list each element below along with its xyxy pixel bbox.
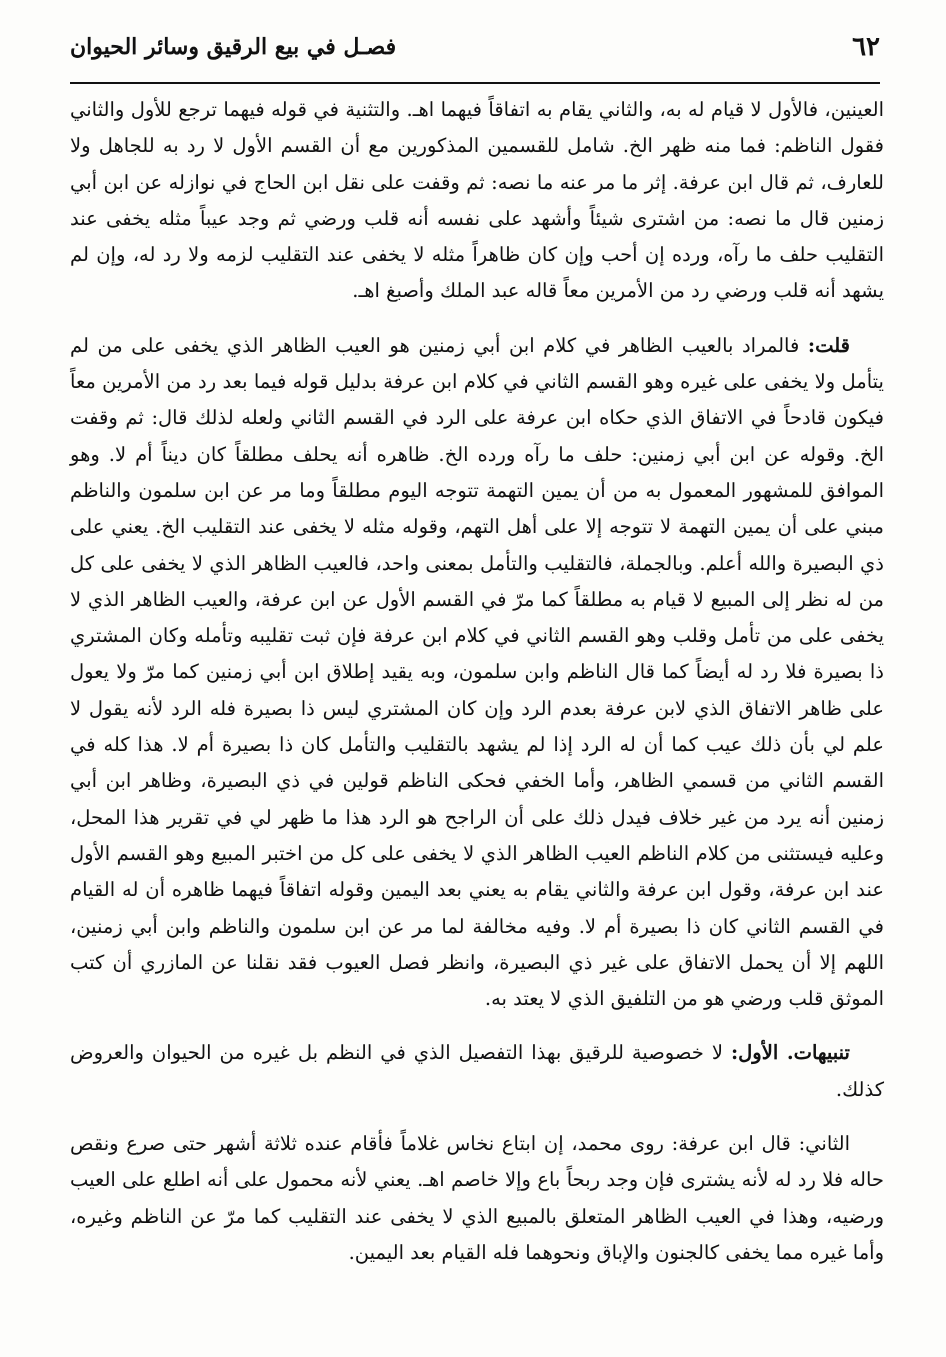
body-text	[70, 92, 884, 1271]
paragraph-2	[70, 328, 884, 1018]
paragraph-3-lead: تنبيهات. الأول:	[730, 1041, 850, 1065]
paragraph-1-text: العينين، فالأول لا قيام له به، والثاني يقام به اتفاقاً فيهما اهـ. والتثنية في قوله فيهما ترجع للأول والثاني فقول الناظم: فما منه ظهر الخ. شامل للقسمين المذكورين مع أن القسم الأول لا رد به للجاهل ولا للعارف، ثم قال ابن عرفة. إثر ما مر عنه ما نصه: ثم وقفت على نقل ابن الحاج في نوازله عن ابن أبي زمنين قال ما نصه: من اشترى شيئاً وأشهد على نفسه أنه قلب ورضي ثم وجد عيباً مثله يخفى عند التقليب حلف ما رآه، ورده إن أحب وإن كان ظاهراً مثله لا يخفى عند التقليب لزمه ولا رد له، وإن لم يشهد أنه قلب ورضي رد من الأمرين معاً قاله عبد الملك وأصبغ اهـ.	[70, 98, 884, 303]
paragraph-1	[70, 92, 884, 310]
paragraph-2-text: فالمراد بالعيب الظاهر في كلام ابن أبي زمنين هو العيب الظاهر الذي يخفى على من لم يتأمل ولا يخفى على غيره وهو القسم الثاني في كلام ابن عرفة بدليل قوله فيما بعد رد من الأمرين معاً فيكون قادحاً في الاتفاق الذي حكاه ابن عرفة على الرد في القسم الثاني ولعله لذلك قال: ثم وقفت الخ. وقوله عن ابن أبي زمنين: حلف ما رآه ورده الخ. ظاهره أنه يحلف مطلقاً كان ديناً أم لا. وهو الموافق للمشهور المعمول به من أن يمين التهمة تتوجه اليوم مطلقاً وما مر عن ابن سلمون والناظم مبني على أن يمين التهمة لا تتوجه إلا على أهل التهم، وقوله مثله لا يخفى عند التقليب الخ. يعني على ذي البصيرة والله أعلم. وبالجملة، فالتقليب والتأمل بمعنى واحد، فالعيب الظاهر الذي لا يخفى على كل من له نظر إلى المبيع لا قيام به مطلقاً كما مرّ في القسم الأول عن ابن عرفة، والعيب الظاهر الذي لا يخفى على من تأمل وقلب وهو القسم الثاني في كلام ابن عرفة فإن ثبت تقليبه وتأمله وكان المشتري ذا بصيرة فلا رد له أيضاً كما قال الناظم وابن سلمون، وبه يقيد إطلاق ابن أبي زمنين كما مرّ ولا يعول على ظاهر الاتفاق الذي لابن عرفة بعدم الرد وإن كان المشتري ليس ذا بصيرة فله الرد لأنه يقول لا علم لي بأن ذلك عيب كما أن له الرد إذا لم يشهد بالتقليب والتأمل كان ذا بصيرة أم لا. هذا كله في القسم الثاني من قسمي الظاهر، وأما الخفي فحكى الناظم قولين في ذي البصيرة، وظاهر ابن أبي زمنين أنه يرد من غير خلاف فيدل ذلك على أن الراجح هو الرد هذا ما ظهر لي في تقرير هذا المحل، وعليه فيستثنى من كلام الناظم العيب الظاهر الذي لا يخفى على كل من اختبر المبيع وهو القسم الأول عند ابن عرفة، وقول ابن عرفة والثاني يقام به يعني بعد اليمين وقوله اتفاقاً فيهما ظاهره أن له القيام في القسم الثاني كان ذا بصيرة أم لا. وفيه مخالفة لما مر عن ابن سلمون والناظم وابن أبي زمنين، اللهم إلا أن يحمل الاتفاق على غير ذي البصيرة، وانظر فصل العيوب فقد نقلنا عن المازري أن كتب الموثق قلب ورضي هو من التلفيق الذي لا يعتد به.	[70, 333, 884, 1011]
paragraph-2-lead: قلت:	[807, 333, 850, 357]
page-number: ٦٢	[852, 32, 880, 62]
paragraph-4-text: الثاني: قال ابن عرفة: روى محمد، إن ابتاع نخاس غلاماً فأقام عنده ثلاثة أشهر حتى صرع ونقص حاله فلا رد له لأنه يشترى فإن وجد ربحاً باع وإلا خاصم اهـ. يعني لأنه محمول على أنه اطلع على العيب ورضيه، وهذا في العيب الظاهر المتعلق بالمبيع الذي لا يخفى عند التقليب كما مرّ عن الناظم وغيره، وأما غيره مما يخفى كالجنون والإباق ونحوهما فله القيام بعد اليمين.	[70, 1132, 884, 1264]
paragraph-3-text: لا خصوصية للرقيق بهذا التفصيل الذي في النظم بل غيره من الحيوان والعروض كذلك.	[70, 1041, 884, 1101]
header-divider	[70, 82, 880, 84]
paragraph-3	[70, 1035, 884, 1108]
running-title: فصـل في بيع الرقيق وسائر الحيوان	[70, 34, 397, 60]
page-header	[70, 30, 880, 76]
paragraph-4	[70, 1126, 884, 1271]
